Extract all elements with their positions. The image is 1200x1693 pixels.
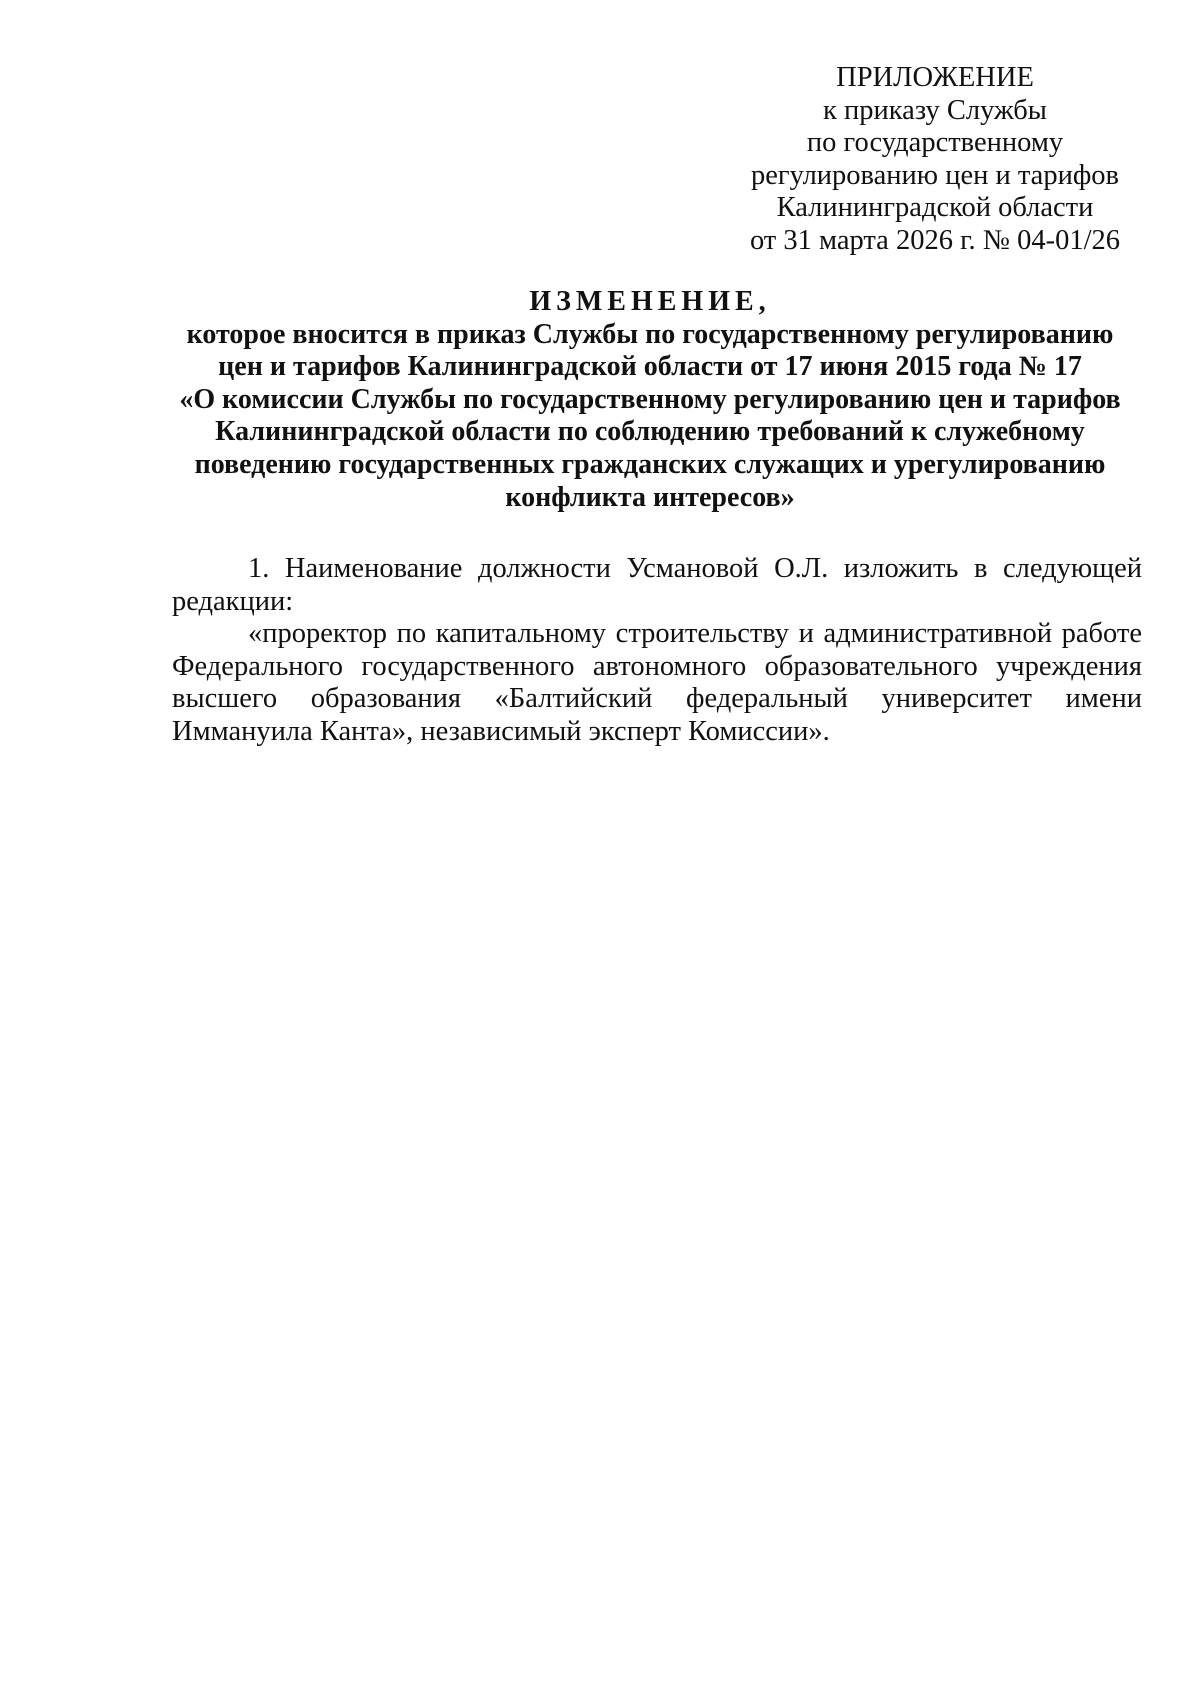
title-line: Калининградской области по соблюдению требований к служебному [215, 416, 1085, 448]
paragraph-1: 1. Наименование должности Усмановой О.Л. изложить в следующей редакции: [172, 553, 1142, 617]
annex-title: ПРИЛОЖЕНИЕ [836, 62, 1034, 93]
document-body [172, 553, 1142, 749]
annex-line: регулированию цен и тарифов [751, 159, 1119, 191]
annex-line: к приказу Службы [823, 94, 1047, 126]
title-line: которое вносится в приказ Службы по государственному регулированию [186, 318, 1114, 350]
title-line: конфликта интересов» [505, 481, 795, 513]
annex-block [700, 62, 1170, 258]
title-line: поведению государственных гражданских служащих и урегулированию [194, 448, 1106, 480]
paragraph-2: «проректор по капитальному строительству и административной работе Федерального государственного автономного образовательного учреждения высшего образования «Балтийский федеральный университет имени Иммануила Канта», независимый эксперт Комиссии». [172, 618, 1142, 747]
title-heading: ИЗМЕНЕНИЕ, [529, 286, 771, 317]
title-line: «О комиссии Службы по государственному регулированию цен и тарифов [179, 383, 1121, 415]
annex-line: Калининградской области [776, 192, 1094, 224]
annex-date-number: от 31 марта 2026 г. № 04-01/26 [749, 224, 1121, 256]
annex-line: по государственному [806, 127, 1064, 159]
document-title [160, 286, 1140, 514]
title-line: цен и тарифов Калининградской области от 17 июня 2015 года № 17 [218, 351, 1082, 383]
